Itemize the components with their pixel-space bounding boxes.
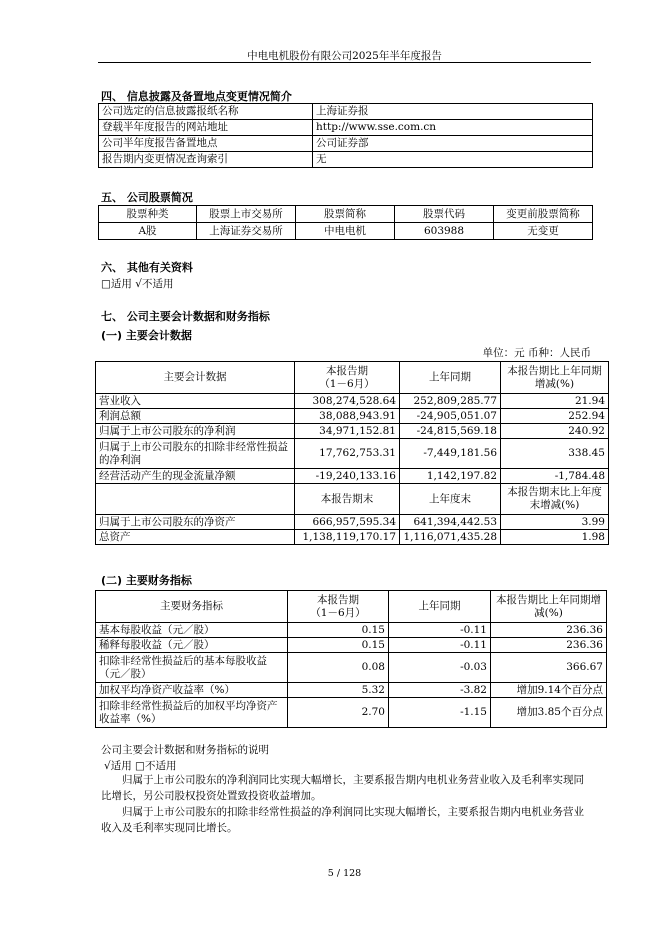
row-label: 扣除非经常性损益后的加权平均净资产收益率（%） <box>96 698 288 728</box>
table-row <box>96 439 609 469</box>
accounting-data-table <box>95 361 609 545</box>
table-row <box>96 409 609 424</box>
row-label: 公司选定的信息披露报纸名称 <box>99 104 313 120</box>
cell: -0.11 <box>389 638 491 653</box>
cell: 5.32 <box>288 683 389 698</box>
cell: 34,971,152.81 <box>295 424 400 439</box>
cell: 1.98 <box>501 530 609 545</box>
empty-cell <box>96 484 295 515</box>
cell: 240.92 <box>501 424 609 439</box>
cell: 236.36 <box>491 623 607 638</box>
cell: -0.11 <box>389 623 491 638</box>
col-header: 股票简称 <box>296 206 395 223</box>
cell: -1.15 <box>389 698 491 728</box>
section-4-title: 四、 信息披露及备置地点变更情况简介 <box>101 90 292 103</box>
cell: 1,142,197.82 <box>400 469 501 484</box>
table-row <box>99 104 593 120</box>
cell: 603988 <box>395 223 494 240</box>
table-row <box>96 530 609 545</box>
row-label: 归属于上市公司股东的净利润 <box>96 424 295 439</box>
row-label: 报告期内变更情况查询索引 <box>99 152 313 168</box>
table-row <box>99 136 593 152</box>
cell: 21.94 <box>501 394 609 409</box>
notes-paragraph-2: 归属于上市公司股东的扣除非经常性损益的净利润同比实现大幅增长，主要系报告期内电机业务营业收入及毛利率实现同比增长。 <box>101 806 584 834</box>
section-6-title: 六、 其他有关资料 <box>101 261 193 274</box>
table-header-row <box>96 484 609 515</box>
row-label: 基本每股收益（元／股） <box>96 623 288 638</box>
cell: 0.15 <box>288 638 389 653</box>
cell: 338.45 <box>501 439 609 469</box>
notes-options: √适用 □不适用 <box>104 760 177 772</box>
section-5-title: 五、 公司股票简况 <box>101 191 193 204</box>
unit-label: 单位：元 币种：人民币 <box>482 347 591 359</box>
col-header: 上年同期 <box>400 362 501 394</box>
row-label: 公司半年度报告备置地点 <box>99 136 313 152</box>
cell: 236.36 <box>491 638 607 653</box>
col-header: 主要财务指标 <box>96 591 288 623</box>
cell: 上海证券交易所 <box>197 223 296 240</box>
cell: -3.82 <box>389 683 491 698</box>
col-header: 本报告期比上年同期增减(%) <box>501 362 609 394</box>
notes-paragraph-1: 归属于上市公司股东的净利润同比实现大幅增长，主要系报告期内电机业务营业收入及毛利率实现同比增长，另公司股权投资处置致投资收益增加。 <box>101 774 584 802</box>
cell: 1,116,071,435.28 <box>400 530 501 545</box>
table-row <box>96 653 607 683</box>
row-value: http://www.sse.com.cn <box>313 120 593 136</box>
row-label: 归属于上市公司股东的净资产 <box>96 515 295 530</box>
cell: 366.67 <box>491 653 607 683</box>
cell: 增加3.85个百分点 <box>491 698 607 728</box>
cell: -7,449,181.56 <box>400 439 501 469</box>
row-label: 利润总额 <box>96 409 295 424</box>
table-row <box>96 623 607 638</box>
cell: 252.94 <box>501 409 609 424</box>
col-header: 本报告期末 <box>295 484 400 515</box>
row-value: 无 <box>313 152 593 168</box>
page-number: 5 / 128 <box>327 868 362 879</box>
col-header: 股票种类 <box>99 206 197 223</box>
table-row <box>99 223 593 240</box>
table-row <box>96 698 607 728</box>
cell: 17,762,753.31 <box>295 439 400 469</box>
cell: -19,240,133.16 <box>295 469 400 484</box>
page-header: 中电电机股份有限公司2025年半年度报告 <box>247 50 442 62</box>
subsection-2-title: (二) 主要财务指标 <box>101 574 192 587</box>
cell: 2.70 <box>288 698 389 728</box>
col-header: 本报告期 （1－6月） <box>288 591 389 623</box>
row-label: 稀释每股收益（元／股） <box>96 638 288 653</box>
table-header-row <box>99 206 593 223</box>
row-label: 总资产 <box>96 530 295 545</box>
table-row <box>99 152 593 168</box>
cell: 0.08 <box>288 653 389 683</box>
col-header: 股票上市交易所 <box>197 206 296 223</box>
col-header: 本报告期末比上年度末增减(%) <box>501 484 609 515</box>
table-row <box>99 120 593 136</box>
table-row <box>96 424 609 439</box>
cell: 38,088,943.91 <box>295 409 400 424</box>
section-6-options: □适用 √不适用 <box>101 278 174 290</box>
cell: 增加9.14个百分点 <box>491 683 607 698</box>
col-header: 主要会计数据 <box>96 362 295 394</box>
table-header-row <box>96 591 607 623</box>
row-value: 上海证券报 <box>313 104 593 120</box>
col-header: 上年度末 <box>400 484 501 515</box>
row-label: 归属于上市公司股东的扣除非经常性损益的净利润 <box>96 439 295 469</box>
subsection-1-title: (一) 主要会计数据 <box>101 329 192 342</box>
stock-table <box>98 205 593 240</box>
cell: 252,809,285.77 <box>400 394 501 409</box>
col-header: 本报告期 （1－6月） <box>295 362 400 394</box>
notes-title: 公司主要会计数据和财务指标的说明 <box>101 744 269 756</box>
disclosure-table <box>98 103 593 168</box>
col-header: 本报告期比上年同期增减(%) <box>491 591 607 623</box>
row-label: 扣除非经常性损益后的基本每股收益（元／股） <box>96 653 288 683</box>
row-label: 登载半年度报告的网站地址 <box>99 120 313 136</box>
cell: 1,138,119,170.17 <box>295 530 400 545</box>
cell: -24,905,051.07 <box>400 409 501 424</box>
cell: -1,784.48 <box>501 469 609 484</box>
cell: A股 <box>99 223 197 240</box>
cell: 0.15 <box>288 623 389 638</box>
col-header: 上年同期 <box>389 591 491 623</box>
financial-indicators-table <box>95 590 607 728</box>
cell: -0.03 <box>389 653 491 683</box>
row-label: 加权平均净资产收益率（%） <box>96 683 288 698</box>
cell: 中电电机 <box>296 223 395 240</box>
cell: -24,815,569.18 <box>400 424 501 439</box>
section-7-title: 七、 公司主要会计数据和财务指标 <box>101 310 270 323</box>
cell: 641,394,442.53 <box>400 515 501 530</box>
row-value: 公司证券部 <box>313 136 593 152</box>
table-row <box>96 638 607 653</box>
table-row <box>96 515 609 530</box>
table-row <box>96 469 609 484</box>
header-rule <box>98 62 591 63</box>
table-header-row <box>96 362 609 394</box>
cell: 3.99 <box>501 515 609 530</box>
cell: 666,957,595.34 <box>295 515 400 530</box>
cell: 无变更 <box>494 223 593 240</box>
table-row <box>96 394 609 409</box>
col-header: 股票代码 <box>395 206 494 223</box>
row-label: 营业收入 <box>96 394 295 409</box>
table-row <box>96 683 607 698</box>
row-label: 经营活动产生的现金流量净额 <box>96 469 295 484</box>
col-header: 变更前股票简称 <box>494 206 593 223</box>
cell: 308,274,528.64 <box>295 394 400 409</box>
